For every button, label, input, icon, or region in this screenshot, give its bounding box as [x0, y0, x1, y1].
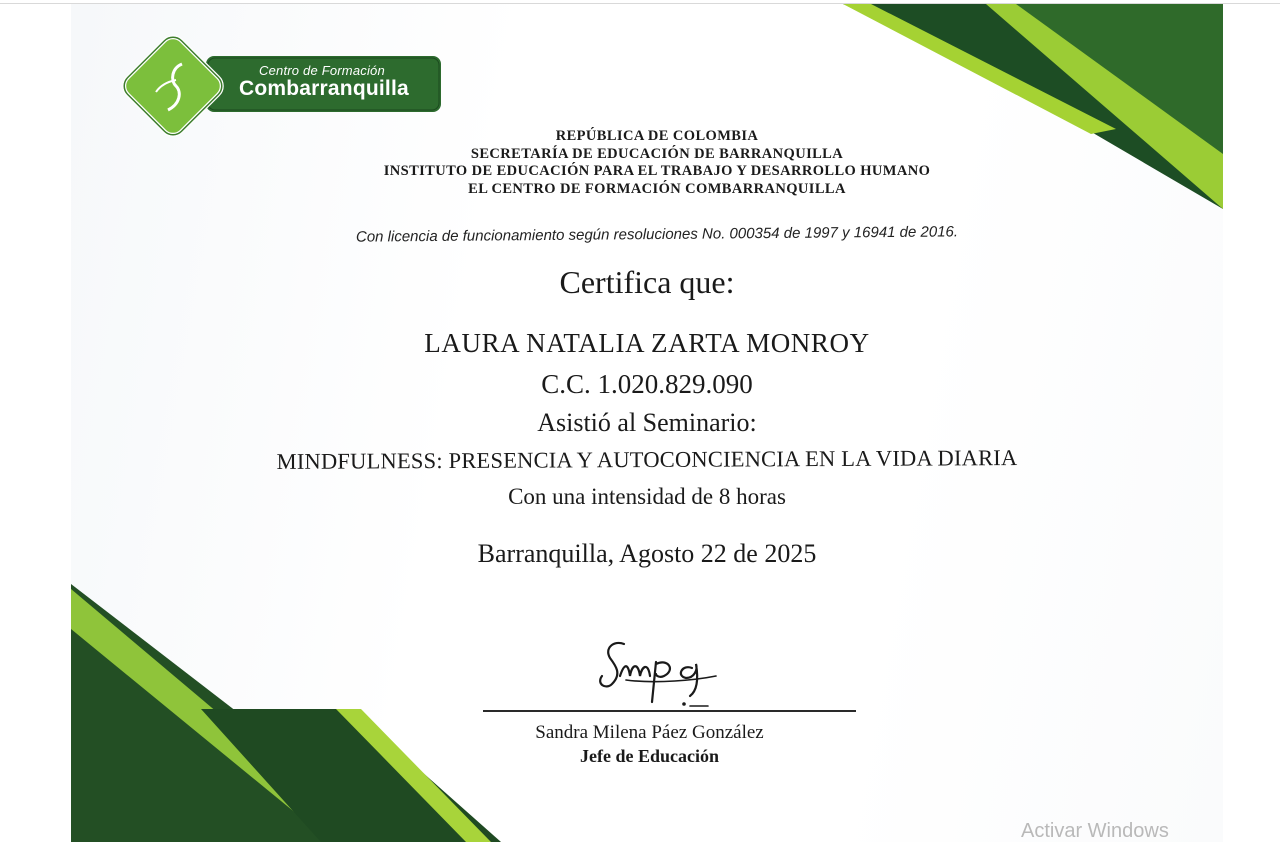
header-secretariat: SECRETARÍA DE EDUCACIÓN DE BARRANQUILLA [470, 145, 844, 162]
logo-subtitle: Centro de Formación [259, 63, 385, 78]
handwritten-signature [586, 632, 776, 712]
header-country: REPÚBLICA DE COLOMBIA [555, 128, 759, 144]
place-date: Barranquilla, Agosto 22 de 2025 [477, 539, 817, 568]
signer-role: Jefe de Educación [580, 746, 719, 766]
seminar-title: MINDFULNESS: PRESENCIA Y AUTOCONCIENCIA EN LA VIDA DIARIA [276, 445, 1018, 474]
attended-label: Asistió al Seminario: [537, 408, 757, 437]
windows-activation-watermark: Activar Windows [1021, 820, 1169, 842]
signer-name: Sandra Milena Páez González [535, 722, 764, 743]
institution-header [307, 128, 1007, 198]
header-institute: INSTITUTO DE EDUCACIÓN PARA EL TRABAJO Y DESARROLLO HUMANO [383, 163, 931, 179]
signature-line [483, 710, 856, 712]
recipient-name: LAURA NATALIA ZARTA MONROY [424, 328, 870, 358]
certificate-document [71, 4, 1223, 842]
header-center: EL CENTRO DE FORMACIÓN COMBARRANQUILLA [468, 180, 846, 197]
seminar-intensity: Con una intensidad de 8 horas [508, 484, 786, 509]
certifies-heading: Certifica que: [559, 264, 735, 300]
logo-title: Combarranquilla [239, 77, 409, 100]
license-text: Con licencia de funcionamiento según resoluciones No. 000354 de 1997 y 16941 de 2016. [355, 223, 959, 246]
recipient-id: C.C. 1.020.829.090 [541, 369, 753, 399]
